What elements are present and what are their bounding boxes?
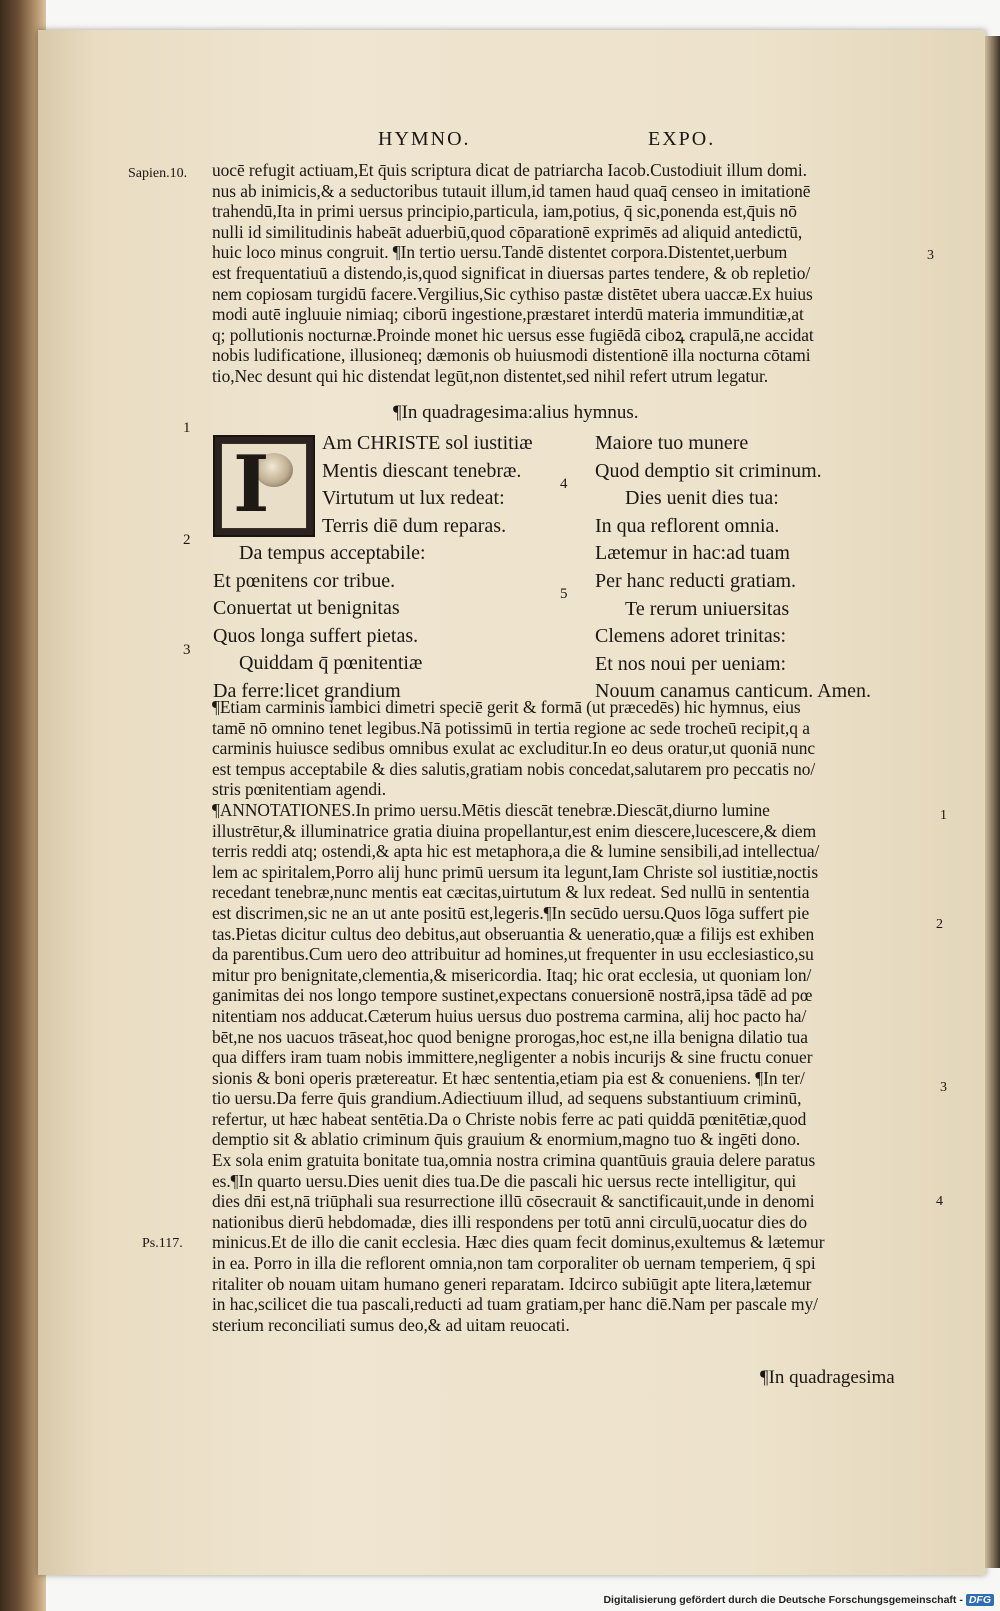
text-line: nobis ludificatione, illusioneq; dæmonis ob huiusmodi distentionē illa nocturna cōtami xyxy=(212,345,811,366)
margin-note-number: 1 xyxy=(940,808,947,823)
verse-line: Virtutum ut lux redeat: xyxy=(322,487,505,510)
verse-line: Te rerum uniuersitas xyxy=(625,597,790,620)
margin-note-sapien: Sapien.10. xyxy=(128,166,188,181)
text-line: q; pollutionis nocturnæ.Proinde monet hic uersus esse fugiēdā ciboꝝ crapulā,ne accidat xyxy=(212,324,814,345)
stanza-number: 1 xyxy=(183,420,191,436)
running-head-right: EXPO. xyxy=(648,128,716,150)
initial-letter: I xyxy=(233,439,270,530)
text-line: nus ab inimicis,& a seductoribus tutauit illum,id tamen haud quaq̄ censeo in imitationē xyxy=(212,180,811,201)
verse-line: Conuertat ut benignitas xyxy=(213,597,400,620)
catchword: ¶In quadragesima xyxy=(760,1367,895,1388)
text-line: bēt,ne nos uacuos trāseat,hoc quod benigne prorogas,hoc est,ne illa benigna dilatio tua xyxy=(212,1026,808,1047)
hymn-verses-left-bottom xyxy=(213,540,426,706)
digitization-footer xyxy=(603,1594,994,1606)
text-line: in hac,scilicet die tua pascali,reducti ad tuam gratiam,per hanc diē.Nam per pascale my/ xyxy=(212,1294,818,1315)
margin-note-number: 2 xyxy=(936,917,943,932)
decorated-initial xyxy=(213,435,315,537)
text-line: tas.Pietas dicitur cultus deo debitus,aut obseruantia & ueneratio,quæ a filijs est exhiben xyxy=(212,923,815,944)
stanza-number: 2 xyxy=(183,532,191,548)
verse-line: Maiore tuo munere xyxy=(595,432,749,454)
text-line: stris pœnitentiam agendi. xyxy=(212,779,387,800)
running-head-left: HYMNO. xyxy=(378,128,471,150)
text-line: est discrimen,sic ne an ut ante positū est,legeris.¶In secūdo uersu.Quos lōga suffert pie xyxy=(212,902,810,923)
verse-line: Mentis diescant tenebræ. xyxy=(322,459,522,482)
verse-line: Et pœnitens cor tribue. xyxy=(213,569,396,592)
text-line: lem ac spiritalem,Porro alij hunc primū uersum ita legunt,Iam Christe sol iustitiæ,noctis xyxy=(212,861,819,882)
text-line: minicus.Et de illo die canit ecclesia. Hæc dies quam fecit dominus,exultemus & lætemur xyxy=(212,1232,825,1253)
text-line: uocē refugit actiuam,Et q̄uis scriptura dicat de patriarcha Iacob.Custodiuit illum domi. xyxy=(212,160,807,180)
hymn-verses-left-top xyxy=(322,430,533,540)
stanza-number: 3 xyxy=(183,642,191,658)
text-line: refertur, ut hæc habeat sentētia.Da o Christe nobis ferre ac pati quiddā pœnitētiæ,quod xyxy=(212,1108,807,1129)
verse-line: Dies uenit dies tua: xyxy=(625,487,779,510)
verse-line: Da ferre:licet grandium xyxy=(213,679,401,702)
verse-line: Da tempus acceptabile: xyxy=(239,542,426,564)
text-line: Ex sola enim gratuita bonitate tua,omnia nostra crimina quantūuis grauia delere paratus xyxy=(212,1150,816,1171)
text-line: tamē nō omnino tenet legibus.Nā potissimū in tertia regione ac sede trocheū recipit,q a xyxy=(212,717,810,738)
margin-note-psalm: Ps.117. xyxy=(142,1236,183,1251)
stanza-number: 5 xyxy=(560,586,568,602)
text-line: ¶Etiam carminis iambici dimetri speciē gerit & formā (ut præcedēs) hic hymnus, eius xyxy=(212,697,801,717)
verse-line: In qua reflorent omnia. xyxy=(595,514,780,537)
verse-line: Et nos noui per ueniam: xyxy=(595,652,787,675)
text-line: illustrētur,& illuminatrice gratia diuina propellantur,est enim diescere,lucescere,& diem xyxy=(212,820,817,841)
margin-note-number: 4 xyxy=(936,1194,943,1209)
text-line: nem copiosam turgidū facere.Vergilius,Sic cythiso pastæ distētet ubera uaccæ.Ex huius xyxy=(212,283,813,304)
footer-text: Digitalisierung gefördert durch die Deutsche Forschungsgemeinschaft - xyxy=(603,1594,963,1606)
text-line: nitentiam nos adducat.Cæterum huius uersus duo postrema carmina, alij hoc pacto ha/ xyxy=(212,1005,807,1026)
text-line: da parentibus.Cum uero deo attribuitur ad homines,ut frequenter in usu ecclesiastico,su xyxy=(212,944,814,965)
hymn-heading: ¶In quadragesima:alius hymnus. xyxy=(393,402,639,423)
text-line: ritaliter ob nouam uitam humano generi reparatam. Idcirco subiūgit apte litera,lætemur xyxy=(212,1273,812,1294)
text-line: sionis & boni operis prætereatur. Et hæc sententia,etiam pia est & conueniens. ¶In ter/ xyxy=(212,1067,805,1088)
text-line: modi autē ingluuie nimiaq; ciborū ingestione,præstaret interdū materia immunditiæ,at xyxy=(212,304,804,325)
commentary-bottom xyxy=(212,697,824,1335)
text-line: ganimitas dei nos longo tempore sustinet,expectans conuersionē nostrā,ipsa tādē ad pœ xyxy=(212,985,813,1006)
text-line: sterium reconciliati sumus deo,& ad uitam reuocati. xyxy=(212,1314,570,1335)
verse-line: Lætemur in hac:ad tuam xyxy=(595,542,790,565)
text-line: trahendū,Ita in primi uersus principio,particula, iam,potius, q̄ sic,ponenda est,q̄uis nō xyxy=(212,201,797,222)
text-line: est frequentatiuū a distendo,is,quod significat in diuersas partes tendere, & ob repletio/ xyxy=(212,262,811,283)
text-line: qua differs iram tuam nobis immittere,negligenter a nobis incurijs & sine fructu conuer xyxy=(212,1047,813,1068)
hymn-verses-right xyxy=(595,430,871,706)
text-line: demptio sit & ablatio criminum q̄uis grauium & enormium,magno tuo & ingēti dono. xyxy=(212,1129,801,1150)
verse-line: Quos longa suffert pietas. xyxy=(213,624,419,647)
text-line: in ea. Porro in illa die reflorent omnia,non tam corporaliter ob uernam temperiem, q̄ spi xyxy=(212,1253,816,1274)
verse-line: Per hanc reducti gratiam. xyxy=(595,569,797,592)
verse-line: Quiddam q̄ pœnitentiæ xyxy=(239,652,423,675)
text-line: terris reddi atq; ostendi,& apta hic est metaphora,a die & lumine sensibili,ad intellectua/ xyxy=(212,841,820,862)
verse-line: Clemens adoret trinitas: xyxy=(595,625,787,648)
text-line: es.¶In quarto uersu.Dies uenit dies tua.De die pascali hic uersus recte intelligitur, qui xyxy=(212,1170,797,1191)
text-line: tio uersu.Da ferre q̄uis grandium.Adiectiuum illud, ad sequens substantiuum criminū, xyxy=(212,1088,802,1109)
commentary-top xyxy=(212,160,814,387)
verse-line: Nouum canamus canticum. Amen. xyxy=(595,680,872,703)
stanza-number: 4 xyxy=(560,476,568,492)
text-line: huic loco minus congruit. ¶In tertio uersu.Tandē distentet corpora.Distentet,uerbum xyxy=(212,242,788,263)
text-line: est tempus acceptabile & dies salutis,gratiam nobis concedat,salutarem pro peccatis no/ xyxy=(212,758,816,779)
verse-line: Am CHRISTE sol iustitiæ xyxy=(322,432,533,454)
text-line: dies dn̄i est,nā triūphali sua resurrectione illū cōsecrauit & sanctificauit,unde in denomi xyxy=(212,1191,815,1212)
dfg-logo: DFG xyxy=(966,1594,994,1606)
margin-note-number: 3 xyxy=(927,248,934,263)
text-line: nationibus dierū hebdomadæ, dies illi respondens per totū anni circulū,uocatur dies do xyxy=(212,1211,808,1232)
text-line: nulli id similitudinis habeāt aduerbiū,quod cōparationē exprimēs ad aliquid antedictū, xyxy=(212,221,803,242)
text-line: recedant tenebræ,nunc mentis eat cæcitas,uirtutum & lux redeat. Sed nullū in sententia xyxy=(212,882,810,903)
text-line: mitur pro benignitate,clementia,& misericordia. Itaq; hic orat ecclesia, ut quoniam lon/ xyxy=(212,964,812,985)
text-line: carminis huiusce sedibus omnibus exulat ac excluditur.In eo deus oratur,ut quoniā nunc xyxy=(212,738,816,759)
margin-note-number: 3 xyxy=(940,1080,947,1095)
verse-line: Quod demptio sit criminum. xyxy=(595,459,822,482)
text-line: tio,Nec desunt qui hic distendat legūt,non distentet,sed nihil refert utrum legatur. xyxy=(212,365,769,386)
text-line: ¶ANNOTATIONES.In primo uersu.Mētis diescāt tenebræ.Diescāt,diurno lumine xyxy=(212,799,770,820)
verse-line: Terris diē dum reparas. xyxy=(322,514,507,537)
page-edge xyxy=(985,36,1000,1568)
